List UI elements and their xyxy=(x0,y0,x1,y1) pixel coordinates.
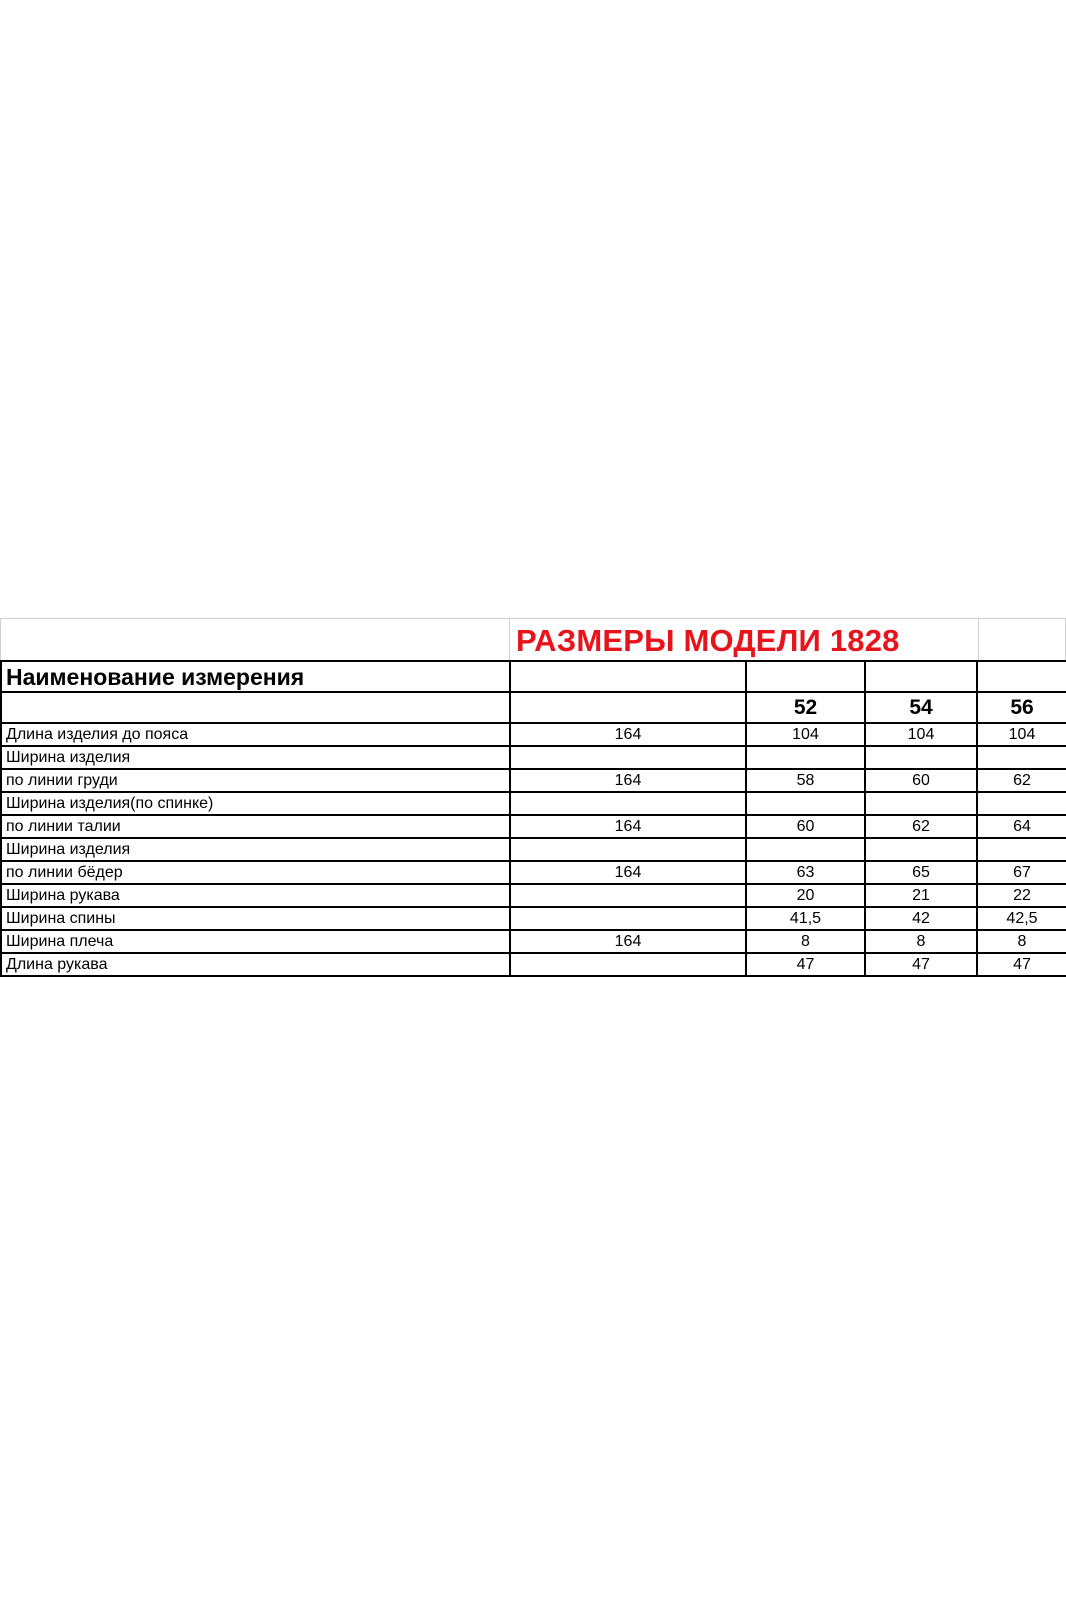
size-54-value xyxy=(865,838,977,861)
table-row xyxy=(1,861,1066,884)
size-56-value: 64 xyxy=(977,815,1066,838)
size-52-value: 60 xyxy=(746,815,865,838)
size-52-value: 63 xyxy=(746,861,865,884)
table-row xyxy=(1,792,1066,815)
size-56-value: 104 xyxy=(977,723,1066,746)
size-54-value: 60 xyxy=(865,769,977,792)
measurement-name: по линии талии xyxy=(1,815,510,838)
size-52-value: 41,5 xyxy=(746,907,865,930)
measurement-name: Длина рукава xyxy=(1,953,510,976)
size-52-value xyxy=(746,838,865,861)
size-56-value: 42,5 xyxy=(977,907,1066,930)
table-row xyxy=(1,815,1066,838)
size-52-value: 47 xyxy=(746,953,865,976)
measurements-table xyxy=(0,660,1066,977)
gridline xyxy=(0,618,1,660)
height-value: 164 xyxy=(510,930,746,953)
measurement-name: Ширина плеча xyxy=(1,930,510,953)
size-54: 54 xyxy=(865,692,977,723)
size-56-value: 67 xyxy=(977,861,1066,884)
height-value xyxy=(510,953,746,976)
size-56-value: 8 xyxy=(977,930,1066,953)
size-56-value xyxy=(977,838,1066,861)
gridline xyxy=(978,618,979,660)
size-54-value: 65 xyxy=(865,861,977,884)
size-56-value xyxy=(977,792,1066,815)
height-value xyxy=(510,884,746,907)
measurement-name: по линии бёдер xyxy=(1,861,510,884)
height-value xyxy=(510,907,746,930)
chart-title: РАЗМЕРЫ МОДЕЛИ 1828 xyxy=(516,623,900,658)
measurement-name: по линии груди xyxy=(1,769,510,792)
size-56-value xyxy=(977,746,1066,769)
size-52-value: 20 xyxy=(746,884,865,907)
measurement-name: Ширина рукава xyxy=(1,884,510,907)
sizes-row xyxy=(1,692,1066,723)
header-label: Наименование измерения xyxy=(1,661,510,692)
size-56-value: 47 xyxy=(977,953,1066,976)
size-52-value: 104 xyxy=(746,723,865,746)
size-52-value xyxy=(746,746,865,769)
size-54-value: 8 xyxy=(865,930,977,953)
measurement-name: Ширина изделия xyxy=(1,838,510,861)
measurement-name: Ширина изделия xyxy=(1,746,510,769)
table-row xyxy=(1,907,1066,930)
height-value xyxy=(510,792,746,815)
size-52-value: 58 xyxy=(746,769,865,792)
size-54-value: 42 xyxy=(865,907,977,930)
measurement-name: Ширина изделия(по спинке) xyxy=(1,792,510,815)
table-row xyxy=(1,884,1066,907)
sizes-height-cell xyxy=(510,692,746,723)
height-value xyxy=(510,838,746,861)
size-52: 52 xyxy=(746,692,865,723)
gridline xyxy=(509,618,510,660)
size-chart xyxy=(0,618,1066,977)
size-56-value: 22 xyxy=(977,884,1066,907)
sizes-label-cell xyxy=(1,692,510,723)
table-row xyxy=(1,838,1066,861)
height-value: 164 xyxy=(510,769,746,792)
table-row xyxy=(1,953,1066,976)
height-value xyxy=(510,746,746,769)
table-row xyxy=(1,723,1066,746)
size-54-value: 62 xyxy=(865,815,977,838)
height-value: 164 xyxy=(510,815,746,838)
size-54-value xyxy=(865,746,977,769)
size-56: 56 xyxy=(977,692,1066,723)
gridline xyxy=(0,618,1066,619)
header-cell xyxy=(977,661,1066,692)
height-value: 164 xyxy=(510,723,746,746)
table-row xyxy=(1,930,1066,953)
header-cell xyxy=(865,661,977,692)
size-54-value xyxy=(865,792,977,815)
table-row xyxy=(1,746,1066,769)
header-cell xyxy=(746,661,865,692)
table-row xyxy=(1,769,1066,792)
size-56-value: 62 xyxy=(977,769,1066,792)
header-row xyxy=(1,661,1066,692)
title-row xyxy=(0,618,1066,660)
size-54-value: 21 xyxy=(865,884,977,907)
height-value: 164 xyxy=(510,861,746,884)
header-cell xyxy=(510,661,746,692)
measurement-name: Ширина спины xyxy=(1,907,510,930)
size-54-value: 47 xyxy=(865,953,977,976)
size-52-value: 8 xyxy=(746,930,865,953)
size-54-value: 104 xyxy=(865,723,977,746)
measurement-name: Длина изделия до пояса xyxy=(1,723,510,746)
size-52-value xyxy=(746,792,865,815)
